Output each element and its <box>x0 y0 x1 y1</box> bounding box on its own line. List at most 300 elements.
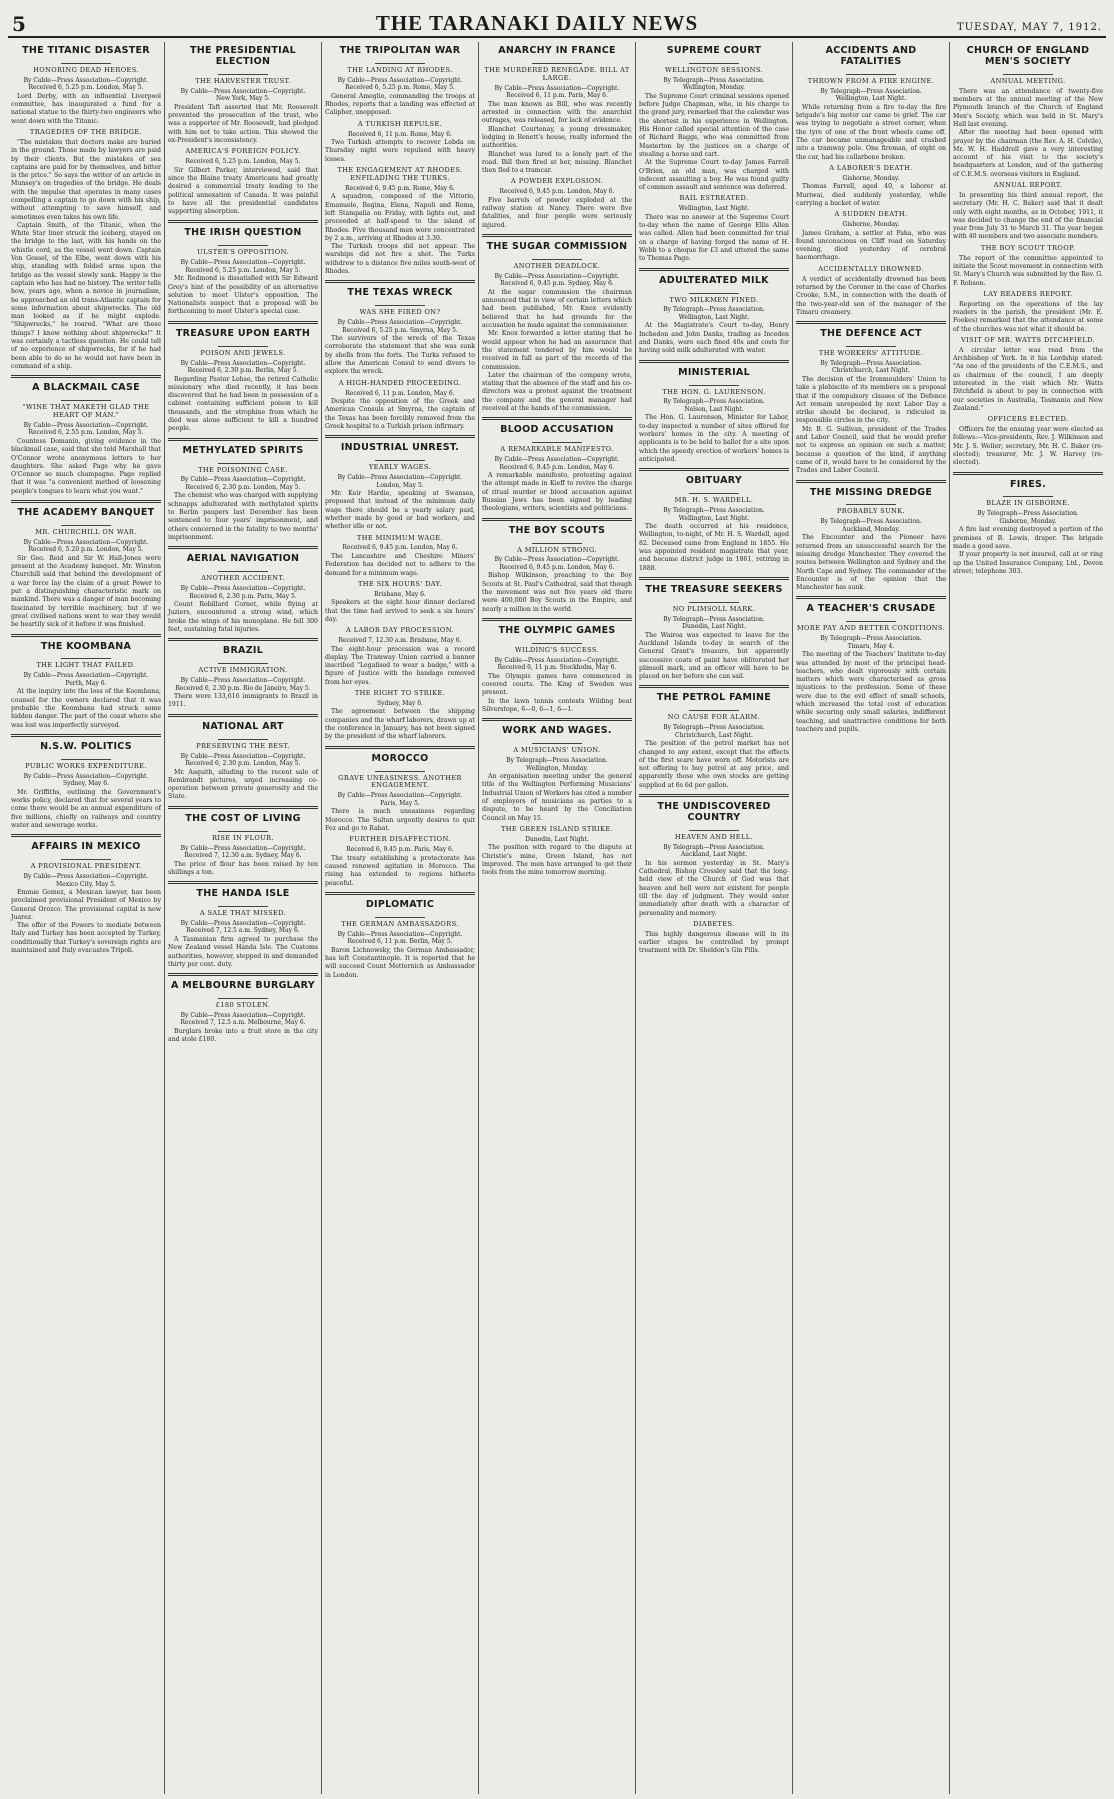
story <box>325 690 475 742</box>
article-section <box>168 806 318 877</box>
story-paragraph: The death occurred at his residence, Wellington, to-night, of Mr. H. S. Wardell, aged 82. Deceased came from England in 1855. He was appointed resident magistrate that year, and became district judge in 1861, retiring in 1888. <box>639 523 789 572</box>
section-heading: AERIAL NAVIGATION <box>186 553 300 565</box>
article-section <box>482 417 632 513</box>
story-title: MR. H. S. WARDELL. <box>674 496 754 505</box>
story-title: A REMARKABLE MANIFESTO. <box>500 445 614 454</box>
column <box>636 42 793 1794</box>
story-title: TRAGEDIES OF THE BRIDGE. <box>29 128 143 137</box>
story-dateline: London, May 5. <box>376 481 424 489</box>
story-dateline: Auckland, Monday. <box>842 525 900 533</box>
story-title: A LABORER'S DEATH. <box>829 163 913 172</box>
story-title: WELLINGTON SESSIONS. <box>664 65 764 74</box>
story-paragraph: The Turkish troops did not appear. The warships did not fire a shot. The Turks withdrew to a distance five miles south-west of Rhodes. <box>325 243 475 275</box>
story-paragraph: Mr. Asquith, alluding to the recent sale of Rembrandt pictures, urged increasing co-operation between private generosity and the State. <box>168 768 318 801</box>
story-title: THE LIGHT THAT FAILED. <box>36 661 136 670</box>
story-paragraph: Mr. Redmond is dissatisfied with Sir Edward Grey's hint of the possibility of an alternative solution to meet Ulster's opposition. The Nationalists suspect that a proposal will be forthcoming to meet Ulster's special case. <box>168 275 318 316</box>
story <box>796 266 946 317</box>
section-heading: N.S.W. POLITICS <box>40 740 132 752</box>
section-heading: CHURCH OF ENGLAND MEN'S SOCIETY <box>966 45 1090 67</box>
story-paragraph: The offer of the Powers to mediate between Italy and Turkey has been accepted by Turkey, conditionally that Turkey's sovereign rights are maintained and Italy evacuates Tripoli. <box>11 922 161 955</box>
story <box>639 297 789 356</box>
story-paragraph: The price of flour has been raised by ten shillings a ton. <box>168 860 318 876</box>
story-paragraph: The treaty establishing a protectorate has caused renewed agitation in Morocco. The rising has extended to regions hitherto peaceful. <box>325 854 475 887</box>
section-divider <box>482 618 632 621</box>
story <box>325 464 475 531</box>
article-section <box>796 42 946 317</box>
article-section <box>639 268 789 356</box>
section-divider <box>639 268 789 271</box>
story-title: A SUDDEN DEATH. <box>834 210 908 219</box>
section-heading: OBITUARY <box>685 475 743 487</box>
heading-rule <box>218 998 268 999</box>
heading-rule <box>846 74 896 75</box>
story-paragraph: The Lancashire and Cheshire Miners' Federation has decided not to adhere to the demand for a minimum wage. <box>325 552 475 577</box>
section-divider <box>168 220 318 223</box>
story-paragraph: The man known as Bill, who was recently arrested in connection with the anarchist outrages, was released, for lack of evidence. <box>482 100 632 125</box>
story-title: OFFICERS ELECTED. <box>987 415 1069 424</box>
story-paragraph: General Ameglio, commanding the troops at Rhodes, reports that a landing was effected at Calipher, unopposed. <box>325 92 475 117</box>
story-title: A SALE THAT MISSED. <box>199 909 287 918</box>
story-paragraph: Captain Smith, of the Titanic, when the White Star liner struck the iceberg, stayed on the bridge to the last, with his hands on the whistle cord, as the vessel went down. Captain Von Gossel, of the Elbe, went down with his ship, standing with folded arms upon the bridge as the vessel slowly sank. Happy is the captain who has had no history. The writer tells how, years ago, when a novice in journalism, he approached an old trans-Atlantic captain for some information about shipwrecks. The old man looked as if he might explode. "Shipwrecks," he roared. "What are these things? I know nothing about shipwrecks!" It was certainly a tactless question. He could tell of no experience of shipwrecks, for if he had been able to do so he would not have been in command of a ship. <box>11 221 161 370</box>
story <box>168 249 318 316</box>
story-title: "WINE THAT MAKETH GLAD THE HEART OF MAN." <box>22 403 150 420</box>
story-paragraph: Speakers at the eight hour dinner declared that the time had arrived to seek a six hours' day. <box>325 599 475 623</box>
article-section <box>325 280 475 431</box>
story <box>11 662 161 729</box>
heading-rule <box>689 63 739 64</box>
section-heading: NATIONAL ART <box>202 720 284 732</box>
story <box>325 581 475 624</box>
story-title: ACTIVE IMMIGRATION. <box>198 666 288 675</box>
heading-rule <box>218 571 268 572</box>
story-title: BAIL ESTREATED. <box>679 194 749 203</box>
story-paragraph: An organisation meeting under the general title of the Wellington Performing Musicians' Industrial Union of Workers has cited a number of employers of musicians as parties to a dispute, to be heard by the Conciliation Council on May 15. <box>482 773 632 822</box>
story-title: PRESERVING THE BEST. <box>196 741 290 750</box>
heading-rule <box>61 63 111 64</box>
story <box>11 129 161 371</box>
story-dateline: Received 7, 12.5 a.m. Melbourne, May 6. <box>180 1019 306 1027</box>
heading-rule <box>218 463 268 464</box>
section-divider <box>168 321 318 324</box>
section-heading: INDUSTRIAL UNREST. <box>340 442 460 454</box>
heading-rule <box>61 658 111 659</box>
article-section <box>168 42 318 216</box>
story <box>168 78 318 145</box>
story <box>168 575 318 634</box>
section-divider <box>482 518 632 521</box>
story-dateline: Auckland, Last Night. <box>680 851 748 859</box>
story <box>325 775 475 834</box>
article-section <box>325 435 475 741</box>
story-title: £180 STOLEN. <box>215 1001 271 1010</box>
story-paragraph: The agreement between the shipping companies and the wharf laborers, drawn up at the conference in January, has not been signed by the president of the wharf laborers. <box>325 708 475 741</box>
story-dateline: Received 6, 5.25 p.m. Rome, May 5. <box>345 84 455 92</box>
page-number: 5 <box>12 12 26 36</box>
story <box>796 165 946 208</box>
story <box>953 78 1103 179</box>
story <box>482 263 632 413</box>
story-dateline: Wellington, Last Night. <box>678 313 750 321</box>
story-dateline: Received 7, 12.30 a.m. Brisbane, May 6. <box>338 637 462 645</box>
section-divider <box>11 734 161 737</box>
heading-rule <box>1003 74 1053 75</box>
story-paragraph: The position of the petrol market has not changed to any extent, except that the effects of the first scare have worn off. Motorists are not offering to buy petrol at any price, and apparently those who own stocks are getting supplied at 6s 6d per gallon. <box>639 740 789 789</box>
newspaper-title: THE TARANAKI DAILY NEWS <box>375 11 699 35</box>
story-dateline: Received 6, 5.25 p.m. Smyrna, May 5. <box>342 326 458 334</box>
story-title: A MUSICIANS' UNION. <box>513 746 601 755</box>
story-byline: By Telegraph—Press Association. <box>977 510 1079 518</box>
story-paragraph: A fire last evening destroyed a portion of the premises of B. Lewis, draper. The brigade made a good save. <box>953 526 1103 550</box>
story-dateline: Sydney, May 6. <box>63 780 109 788</box>
story-paragraph: This highly dangerous disease will in its earlier stages be controlled by prompt treatment with Dr. Sheldon's Gin Pills. <box>639 930 789 955</box>
story <box>11 529 161 630</box>
story-paragraph: Burglars broke into a fruit store in the city and stole £180. <box>168 1027 318 1044</box>
story <box>482 747 632 823</box>
column <box>479 42 636 1794</box>
story-paragraph: Sir Gilbert Parker, interviewed, said that since the Blaine treaty Americans had greatly desired a commercial treaty leading to the political annexation of Canada. It was painful to have all the presidential candidates supporting absorption. <box>168 166 318 216</box>
heading-rule <box>846 504 896 505</box>
story-byline: By Telegraph—Press Association. <box>820 87 922 95</box>
story-title: A LABOR DAY PROCESSION. <box>346 626 454 635</box>
story-byline: By Cable—Press Association—Copyright. <box>23 76 149 84</box>
heading-rule <box>218 739 268 740</box>
story-dateline: Dunedin, Last Night. <box>682 623 746 631</box>
story-byline: By Cable—Press Association—Copyright. <box>494 456 620 464</box>
article-section <box>168 714 318 802</box>
article-section <box>11 42 161 371</box>
article-section <box>325 42 475 276</box>
story <box>325 309 475 376</box>
story <box>639 389 789 465</box>
story-dateline: Received 6, 11 p.m. Berlin, May 5. <box>347 938 453 946</box>
story-title: RISE IN FLOUR. <box>211 833 275 842</box>
heading-rule <box>1003 496 1053 497</box>
section-divider <box>11 634 161 637</box>
story-byline: By Cable—Press Association—Copyright. <box>23 421 149 429</box>
section-divider <box>168 438 318 441</box>
section-heading: THE PETROL FAMINE <box>656 692 772 704</box>
section-heading: THE OLYMPIC GAMES <box>498 624 616 636</box>
story-dateline: Wellington, Monday. <box>683 84 745 92</box>
section-heading: WORK AND WAGES. <box>502 725 612 737</box>
story <box>953 500 1103 576</box>
story-byline: By Cable—Press Association—Copyright. <box>494 84 620 92</box>
story <box>11 763 161 830</box>
story-paragraph: Two Turkish attempts to recover Lebda on Thursday night were repulsed with heavy losses. <box>325 139 475 163</box>
story-paragraph: The meeting of the Teachers' Institute to-day was attended by most of the principal head-teachers, who dealt vigorously with certain matters which were characterised as gross injustices to the profession. Some of these were due to the evil effect of small schools, which increased the total cost of education while securing only small salaries, indifferent teaching, and unattractive conditions for both teachers and pupils. <box>796 651 946 733</box>
story-dateline: Received 6, 11 p.m. Rome, May 6. <box>348 130 452 138</box>
story-paragraph: The report of the committee appointed to initiate the Scout movement in connection with St. Mary's Church was submitted by the Rev. G. F. Robson. <box>953 254 1103 287</box>
article-section <box>796 480 946 593</box>
story <box>325 67 475 118</box>
story <box>639 714 789 790</box>
heading-rule <box>689 385 739 386</box>
story-byline: By Cable—Press Association—Copyright. <box>180 259 306 267</box>
story <box>482 547 632 614</box>
heading-rule <box>532 643 582 644</box>
masthead <box>8 6 1106 38</box>
story-paragraph: Bishop Wilkinson, preaching to the Boy Scouts at St. Paul's Cathedral, said that though the movement was not five years old there were 400,000 Boy Scouts in the Empire, and nearly a million in the world. <box>482 572 632 613</box>
story-byline: By Cable—Press Association—Copyright. <box>494 656 620 664</box>
article-section <box>482 718 632 877</box>
section-divider <box>325 280 475 283</box>
section-divider <box>953 472 1103 475</box>
story-dateline: Christchurch, Last Night. <box>675 731 753 739</box>
story <box>325 836 475 888</box>
story-title: TWO MILKMEN FINED. <box>669 295 759 304</box>
heading-rule <box>532 743 582 744</box>
story-title: WILDING'S SUCCESS. <box>514 645 600 654</box>
section-divider <box>639 360 789 363</box>
section-heading: FIRES. <box>1009 478 1047 490</box>
story <box>639 606 789 682</box>
article-section <box>639 577 789 682</box>
article-section <box>796 596 946 734</box>
article-section <box>168 973 318 1044</box>
article-section <box>168 438 318 543</box>
column <box>322 42 479 1794</box>
heading-rule <box>375 460 425 461</box>
story-paragraph: At the Supreme Court to-day James Farrell O'Brien, an old man, was charged with indecent assaulting a boy. He was found guilty of common assault and sentence was deferred. <box>639 159 789 192</box>
story-title: ANNUAL MEETING. <box>990 76 1066 85</box>
story-paragraph: In the lawn tennis contests Wilding beat Silverstope, 6—0, 6—1, 6—1. <box>482 697 632 713</box>
story-dateline: Received 7, 12.30 a.m. Sydney, May 6. <box>184 852 302 860</box>
story-paragraph: Five barrels of powder exploded at the railway station at Nancy. There were five fatalities, and four people were seriously injured. <box>482 196 632 229</box>
section-heading: ANARCHY IN FRANCE <box>498 45 616 56</box>
section-divider <box>168 881 318 884</box>
section-divider <box>168 973 318 976</box>
story <box>796 211 946 263</box>
story <box>168 910 318 969</box>
story-title: A PROVISIONAL PRESIDENT. <box>30 862 142 871</box>
section-divider <box>796 596 946 599</box>
story-title: A TURKISH REPULSE. <box>357 119 443 128</box>
story-paragraph: "The mistakes that doctors make are buried in the ground. Those made by lawyers are paid by their clients. But the mistakes of sea captains are paid for by themselves, and bitter is the price." So says the writer of an article in Munsey's on tragedies of the bridge. He deals with the impulse that operates in many cases compelling a captain to go down with his ship, without attempting to save himself, and sometimes even takes his own life. <box>11 138 161 221</box>
story-paragraph: A remarkable manifesto, protesting against the attempt made in Kieff to revive the charge of ritual murder or blood accusation against Russian Jews has been signed by leading theologians, writers, scientists and politicians. <box>482 472 632 513</box>
article-section <box>796 321 946 475</box>
section-heading: THE ACADEMY BANQUET <box>17 507 155 519</box>
section-heading: THE MISSING DREDGE <box>809 486 933 498</box>
story-dateline: Received 6, 5.20 p.m. London, May 5. <box>28 546 144 554</box>
story-title: LAY READERS REPORT. <box>983 289 1073 298</box>
story-paragraph: The survivors of the wreck of the Texas corroborate the statement that she was sunk by shells from the forts. The Turks refused to allow the American Consul to send divers to explore the wreck. <box>325 335 475 376</box>
story-byline: By Cable—Press Association—Copyright. <box>337 474 463 482</box>
section-divider <box>325 746 475 749</box>
story-paragraph: The Supreme Court criminal sessions opened before Judge Chapman, who, in his charge to the grand jury, remarked that the calendar was the shortest in his experience in Wellington. His Honor called special attention of the case of Richard Baggs, who was committed from Masterton by the justices on a charge of stealing a horse and cart. <box>639 92 789 158</box>
article-section <box>11 375 161 496</box>
story <box>168 467 318 543</box>
section-heading: THE PRESIDENTIAL ELECTION <box>190 45 296 67</box>
story-dateline: Received 6, 11 p.m. London, May 6. <box>345 389 455 397</box>
columns-container <box>8 42 1106 1794</box>
story-paragraph: There was no answer at the Supreme Court to-day when the name of George Ellis Allen was called. Allen had been committed for trial on a charge of having forged the name of H. Webb to a cheque for £3 and uttered the same to Thomas Page. <box>639 213 789 263</box>
story-paragraph: Regarding Pastor Lohse, the retired Catholic missionary who died recently, it has been discovered that he had been in possession of a cabinet containing sufficient poison to kill thousands, and the strophine from which he died was alone sufficient to kill a hundred people. <box>168 375 318 433</box>
story-dateline: Received 6, 11 p.m. Paris, May 6. <box>506 92 608 100</box>
section-heading: AFFAIRS IN MEXICO <box>31 841 141 853</box>
story-byline: By Cable—Press Association—Copyright. <box>180 1011 306 1019</box>
story-paragraph: The Encounter and the Pioneer have returned from an unsuccessful search for the missing dredge Manchester. They covered the routes between Wellington and Sydney and the North Cape and Sydney. The commander of the Encounter is of the opinion that the Manchester has sunk. <box>796 534 946 592</box>
issue-date: TUESDAY, MAY 7, 1912. <box>957 22 1102 33</box>
story-paragraph: Mr. B. G. Sullivan, president of the Trades and Labor Council, said that he would prefer not to express an opinion on such a matter, because a question of the kind, if anything came of it, would have to be considered by the Trades and Labor Council. <box>796 425 946 475</box>
story-paragraph: There was an attendance of twenty-five members at the annual meeting of the New Plymouth branch of the Church of England Men's Society, which was held in St. Mary's Hall last evening. <box>953 87 1103 128</box>
story <box>796 350 946 475</box>
story-paragraph: At the inquiry into the loss of the Koombana, counsel for the owners declared that it was probable the Koombana had struck some hidden danger. The part of the coast where she was lost was imperfectly surveyed. <box>11 688 161 729</box>
story-title: ULSTER'S OPPOSITION. <box>197 248 289 257</box>
story-title: THE POISONING CASE. <box>198 465 288 474</box>
heading-rule <box>218 663 268 664</box>
article-section <box>639 42 789 264</box>
story <box>11 404 161 496</box>
story-title: PUBLIC WORKS EXPENDITURE. <box>25 761 147 770</box>
story-title: ANNUAL REPORT. <box>993 181 1063 190</box>
story-dateline: Brisbane, May 6. <box>374 590 426 598</box>
story <box>639 195 789 263</box>
article-section <box>482 618 632 714</box>
story-paragraph: The eight-hour procession was a record display. The Tramway Union carried a banner inscribed "Legalised to wear a badge," with a figure of Justice with the bandage removed from her eyes. <box>325 645 475 686</box>
story-paragraph: Sir Geo. Reid and Sir W. Hall-Jones were present at the Academy banquet. Mr. Winston Churchill said that behind the development of a war force lay the claim of a great Power to put a distinguishing characteristic mark on mankind. There was a danger of man becoming fascinated by terrible machinery, but if we great civilised nations went to war they would be heartily sick of it before it was finished. <box>11 554 161 629</box>
section-heading: THE TREASURE SEEKERS <box>645 583 783 595</box>
story-title: A HIGH-HANDED PROCEEDING. <box>338 378 462 387</box>
section-divider <box>639 794 789 797</box>
article-section <box>168 638 318 709</box>
article-section <box>482 234 632 413</box>
column <box>950 42 1106 1794</box>
story-paragraph: The Olympic games have commenced in covered courts. The King of Sweden was present. <box>482 672 632 697</box>
story <box>482 67 632 175</box>
story-dateline: Received 6, 9.45 p.m. London, May 6. <box>499 563 615 571</box>
heading-rule <box>375 63 425 64</box>
story-paragraph: Mr. Griffiths, outlining the Government's works policy, declared that for several years to come there would be an annual expenditure of five millions, chiefly on railways and country water and sewerage works. <box>11 788 161 829</box>
article-section <box>11 834 161 955</box>
section-divider <box>168 806 318 809</box>
story <box>325 627 475 687</box>
story-title: THE HARVESTER TRUST. <box>195 76 291 85</box>
heading-rule <box>218 346 268 347</box>
story-dateline: Received 6, 9.45 p.m. Rome, May 6. <box>345 184 455 192</box>
story-dateline: Received 6, 2.30 p.m. London, May 5. <box>185 483 301 491</box>
section-divider <box>639 468 789 471</box>
story-byline: By Cable—Press Association—Copyright. <box>180 585 306 593</box>
story-paragraph: A Tasmanian firm agreed to purchase the New Zealand vessel Handa Isle. The Customs authorities, however, stepped in and demanded thirty per cent. duty. <box>168 935 318 968</box>
article-section <box>11 634 161 730</box>
story-title: WAS SHE FIRED ON? <box>359 308 441 317</box>
story-title: VISIT OF MR. WATTS DITCHFIELD. <box>961 335 1095 344</box>
story <box>168 743 318 802</box>
section-heading: THE IRISH QUESTION <box>184 227 302 239</box>
section-heading: MINISTERIAL <box>678 366 750 378</box>
story-byline: By Cable—Press Association—Copyright. <box>180 844 306 852</box>
section-heading: THE SUGAR COMMISSION <box>486 241 628 252</box>
story <box>639 834 789 918</box>
story-byline: By Telegraph—Press Association. <box>506 757 608 765</box>
heading-rule <box>375 771 425 772</box>
story-paragraph: A circular letter was read from the Archbishop of York. In it his Lordship stated: "As one of the presidents of the C.E.M.S., and as chairman of the council, I am deeply interested in the visit which Mr. Watts Ditchfield is about to pay in connection with our societies in Australia, Tasmania and New Zealand." <box>953 346 1103 412</box>
section-heading: THE TRIPOLITAN WAR <box>339 45 461 56</box>
section-heading: A BLACKMAIL CASE <box>32 382 140 394</box>
story-title: THE HON. G. LAURENSON. <box>662 387 766 396</box>
story <box>482 178 632 230</box>
story-title: POISON AND JEWELS. <box>200 348 286 357</box>
story-paragraph: In his sermon yesterday in St. Mary's Cathedral, Bishop Crossley said that the long-held view of the Church of God was that heaven and hell were not existent for people till the day of judgment. They would enter immediately after death with a character of personality and memory. <box>639 859 789 917</box>
story-dateline: Perth, May 6. <box>65 679 107 687</box>
heading-rule <box>61 525 111 526</box>
story-byline: By Telegraph—Press Association. <box>663 507 765 515</box>
column <box>165 42 322 1794</box>
story-byline: By Telegraph—Press Association. <box>663 843 765 851</box>
story-byline: By Telegraph—Press Association. <box>663 724 765 732</box>
article-section <box>639 685 789 790</box>
section-divider <box>796 480 946 483</box>
section-divider <box>482 417 632 420</box>
story-title: PROBABLY SUNK. <box>836 507 906 516</box>
story-paragraph: Lord Derby, with an influential Liverpool committee, has inaugurated a fund for a national statue to the thirty-two engineers who went down with the Titanic. <box>11 92 161 125</box>
story-byline: By Telegraph—Press Association. <box>663 398 765 406</box>
story-byline: By Cable—Press Association—Copyright. <box>337 930 463 938</box>
section-divider <box>482 718 632 721</box>
story <box>11 67 161 126</box>
section-heading: SUPREME COURT <box>666 45 762 56</box>
story-dateline: Received 6, 2.30 p.m. Berlin, May 5. <box>187 367 299 375</box>
section-divider <box>325 892 475 895</box>
story <box>639 921 789 956</box>
section-divider <box>639 685 789 688</box>
story-paragraph: The Wairoa was expected to leave for the Auckland Islands to-day in search of the General Grant's treasure, but apparently successive coats of paint have obliterated her plimsoll mark, and an officer will have to be placed on her before she can sail. <box>639 631 789 681</box>
story <box>168 835 318 878</box>
section-heading: BLOOD ACCUSATION <box>500 424 614 436</box>
story-dateline: Received 6, 2.55 p.m. London, May 5. <box>28 429 144 437</box>
story-paragraph: If your property is not insured, call at or ring up the United Insurance Company, Ltd., Devon street; telephone 303. <box>953 551 1103 575</box>
story-dateline: Christchurch, Last Night. <box>832 367 910 375</box>
story-dateline: Wellington, Last Night. <box>835 95 907 103</box>
section-divider <box>482 234 632 237</box>
story-title: DIABETES. <box>693 919 735 928</box>
story-title: MORE PAY AND BETTER CONDITIONS. <box>796 624 946 633</box>
section-divider <box>11 375 161 378</box>
story-paragraph: A squadron, composed of the Vittorio, Emanuele, Regina, Elena, Napoli and Roma, left Stampalia on Friday, with lights out, and proceeded at half-speed to the island of Rhodes. Five thousand men were concentrated by 2 a.m., arriving at Rhodes at 3.30. <box>325 193 475 242</box>
heading-rule <box>689 710 739 711</box>
story-title: ACCIDENTALLY DROWNED. <box>818 264 924 273</box>
story <box>953 182 1103 242</box>
column <box>793 42 950 1794</box>
story <box>482 647 632 714</box>
story-dateline: Received 6, 5.25 p.m. London, May 5. <box>185 158 301 166</box>
story-title: THE GREEN ISLAND STRIKE. <box>500 824 614 833</box>
article-section <box>639 468 789 573</box>
story <box>325 121 475 164</box>
story-byline: By Cable—Press Association—Copyright. <box>23 672 149 680</box>
heading-rule <box>532 442 582 443</box>
story-dateline: Received 6, 2.30 p.m. Paris, May 5. <box>189 592 297 600</box>
story-dateline: Sydney, May 6. <box>377 699 423 707</box>
story-dateline: Received 6, 9.45 p.m. Paris, May 6. <box>346 846 454 854</box>
article-section <box>639 794 789 956</box>
heading-rule <box>532 543 582 544</box>
section-heading: BRAZIL <box>222 645 264 657</box>
story-title: THE MINIMUM WAGE. <box>356 533 444 542</box>
article-section <box>168 220 318 316</box>
story-dateline: Received 6, 9.45 p.m. Sydney, May 6. <box>500 280 614 288</box>
heading-rule <box>218 906 268 907</box>
story-dateline: Gisborne, Monday. <box>842 174 900 182</box>
story-byline: By Cable—Press Association—Copyright. <box>337 319 463 327</box>
section-divider <box>11 834 161 837</box>
section-heading: DIPLOMATIC <box>365 898 435 910</box>
story-dateline: Received 7, 12.5 a.m. Sydney, May 6. <box>186 927 300 935</box>
story-paragraph: Count Robillard Cornet, while flying at Juziers, encountered a strong wind, which broke the wings of his monoplane. He fell 300 feet, sustaining fatal injuries. <box>168 601 318 633</box>
story-dateline: Paris, May 5. <box>380 799 420 807</box>
story-byline: By Telegraph—Press Association. <box>820 635 922 643</box>
story <box>325 167 475 276</box>
